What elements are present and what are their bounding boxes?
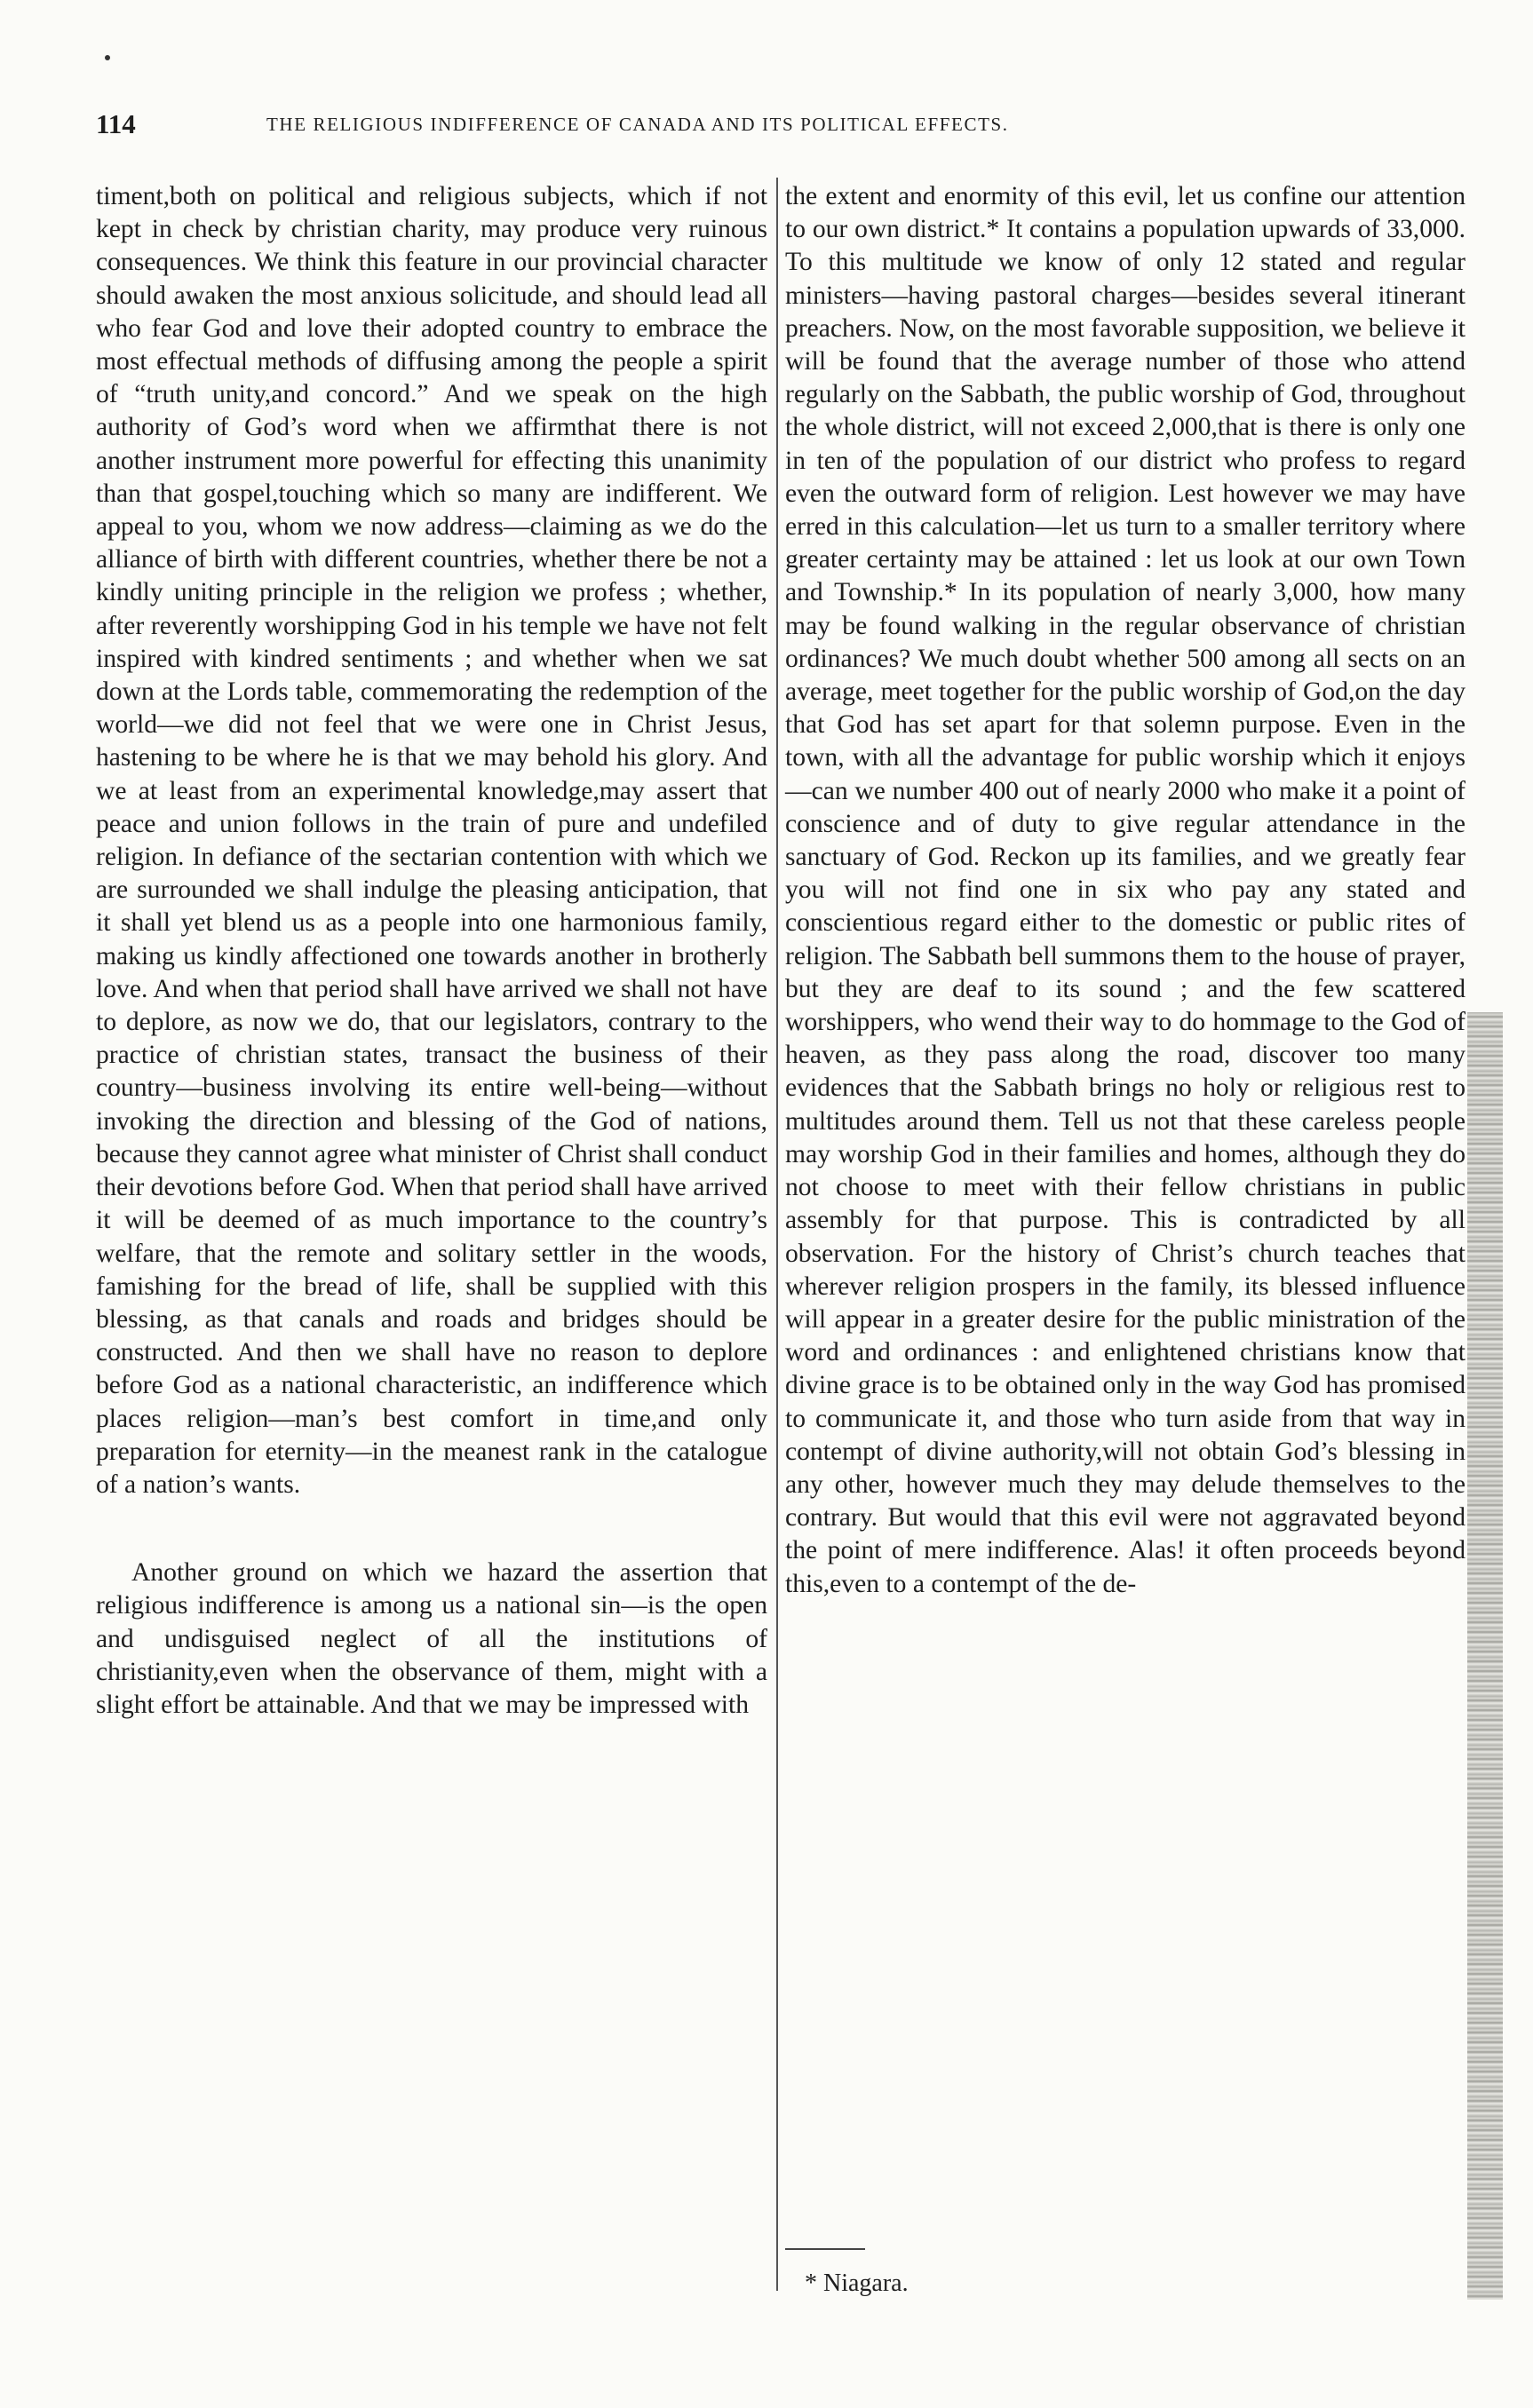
footnote: * Niagara.	[805, 2269, 909, 2297]
right-column	[785, 180, 1465, 1601]
left-column	[96, 180, 767, 1722]
column-divider	[776, 178, 778, 2291]
running-header	[0, 108, 1533, 147]
scan-edge-artifact	[1467, 1012, 1503, 2300]
running-title: THE RELIGIOUS INDIFFERENCE OF CANADA AND ITS POLITICAL EFFECTS.	[266, 114, 1009, 135]
page-number: 114	[96, 108, 136, 139]
left-paragraph-2: Another ground on which we hazard the assertion that religious indifference is among us a national sin—is the open and undisguised neglect of all the institutions of christianity,even when the observance of them, might with a slight effort be attainable. And that we may be impressed with	[96, 1558, 767, 1719]
ink-speck	[105, 55, 110, 60]
footnote-rule	[785, 2248, 865, 2250]
right-paragraph-1: the extent and enormity of this evil, let us confine our attention to our own district.* It contains a population upwards of 33,000. To this multitude we know of only 12 stated and regular ministers—having pastoral charges—besides several itinerant preachers. Now, on the most favorable supposition, we believe it will be found that the average number of those who attend regularly on the Sabbath, the public worship of God, throughout the whole district, will not exceed 2,000,that is there is only one in ten of the population of our district who profess to regard even the outward form of religion. Lest however we may have erred in this calculation—let us turn to a smaller territory where greater certainty may be attained : let us look at our own Town and Township.* In its population of nearly 3,000, how many may be found walking in the regular observance of christian ordinances? We much doubt whether 500 among all sects on an average, meet together for the public worship of God,on the day that God has set apart for that solemn purpose. Even in the town, with all the advantage for public worship which it enjoys—can we number 400 out of nearly 2000 who make it a point of conscience and of duty to give regular attendance in the sanctuary of God. Reckon up its families, and we greatly fear you will not find one in six who pay any stated and conscientious regard either to the domestic or public rites of religion. The Sabbath bell summons them to the house of prayer, but they are deaf to its sound ; and the few scattered worshippers, who wend their way to do hommage to the God of heaven, as they pass along the road, discover too many evidences that the Sabbath brings no holy or religious rest to multitudes around them. Tell us not that these careless people may worship God in their families and homes, although they do not choose to meet with their fellow christians in public assembly for that purpose. This is contradicted by all observation. For the history of Christ’s church teaches that wherever religion prospers in the family, its blessed influence will appear in a greater desire for the public ministration of the word and ordinances : and enlightened christians know that divine grace is to be obtained only in the way God has promised to communicate it, and those who turn aside from that way in contempt of divine authority,will not obtain God’s blessing in any other, however much they may delude themselves to the contrary. But would that this evil were not aggravated beyond the point of mere indifference. Alas! it often proceeds beyond this,even to a contempt of the de-	[785, 182, 1465, 1598]
left-paragraph-1: timent,both on political and religious subjects, which if not kept in check by christian charity, may produce very ruinous consequences. We think this feature in our provincial character should awaken the most anxious solicitude, and should lead all who fear God and love their adopted country to embrace the most effectual methods of diffusing among the people a spirit of “truth unity,and concord.” And we speak on the high authority of God’s word when we affirmthat there is not another instrument more powerful for effecting this unanimity than that gospel,touching which so many are indifferent. We appeal to you, whom we now address—claiming as we do the alliance of birth with different countries, whether there be not a kindly uniting principle in the religion we profess ; whether, after reverently worshipping God in his temple we have not felt inspired with kindred sentiments ; and whether when we sat down at the Lords table, commemorating the redemption of the world—we did not feel that we were one in Christ Jesus, hastening to be where he is that we may behold his glory. And we at least from an experimental knowledge,may assert that peace and union follows in the train of pure and undefiled religion. In defiance of the sectarian contention with which we are surrounded we shall indulge the pleasing anticipation, that it shall yet blend us as a people into one harmonious family, making us kindly affectioned one towards another in brotherly love. And when that period shall have arrived we shall not have to deplore, as now we do, that our legislators, contrary to the practice of christian states, transact the business of their country—business involving its entire well-being—without invoking the direction and blessing of the God of nations, because they cannot agree what minister of Christ shall conduct their devotions before God. When that period shall have arrived it will be deemed of as much importance to the country’s welfare, that the remote and solitary settler in the woods, famishing for the bread of life, shall be supplied with this blessing, as that canals and roads and bridges should be constructed. And then we shall have no reason to deplore before God as a national characteristic, an indifference which places religion—man’s best comfort in time,and only preparation for eternity—in the meanest rank in the catalogue of a nation’s wants.	[96, 182, 767, 1499]
